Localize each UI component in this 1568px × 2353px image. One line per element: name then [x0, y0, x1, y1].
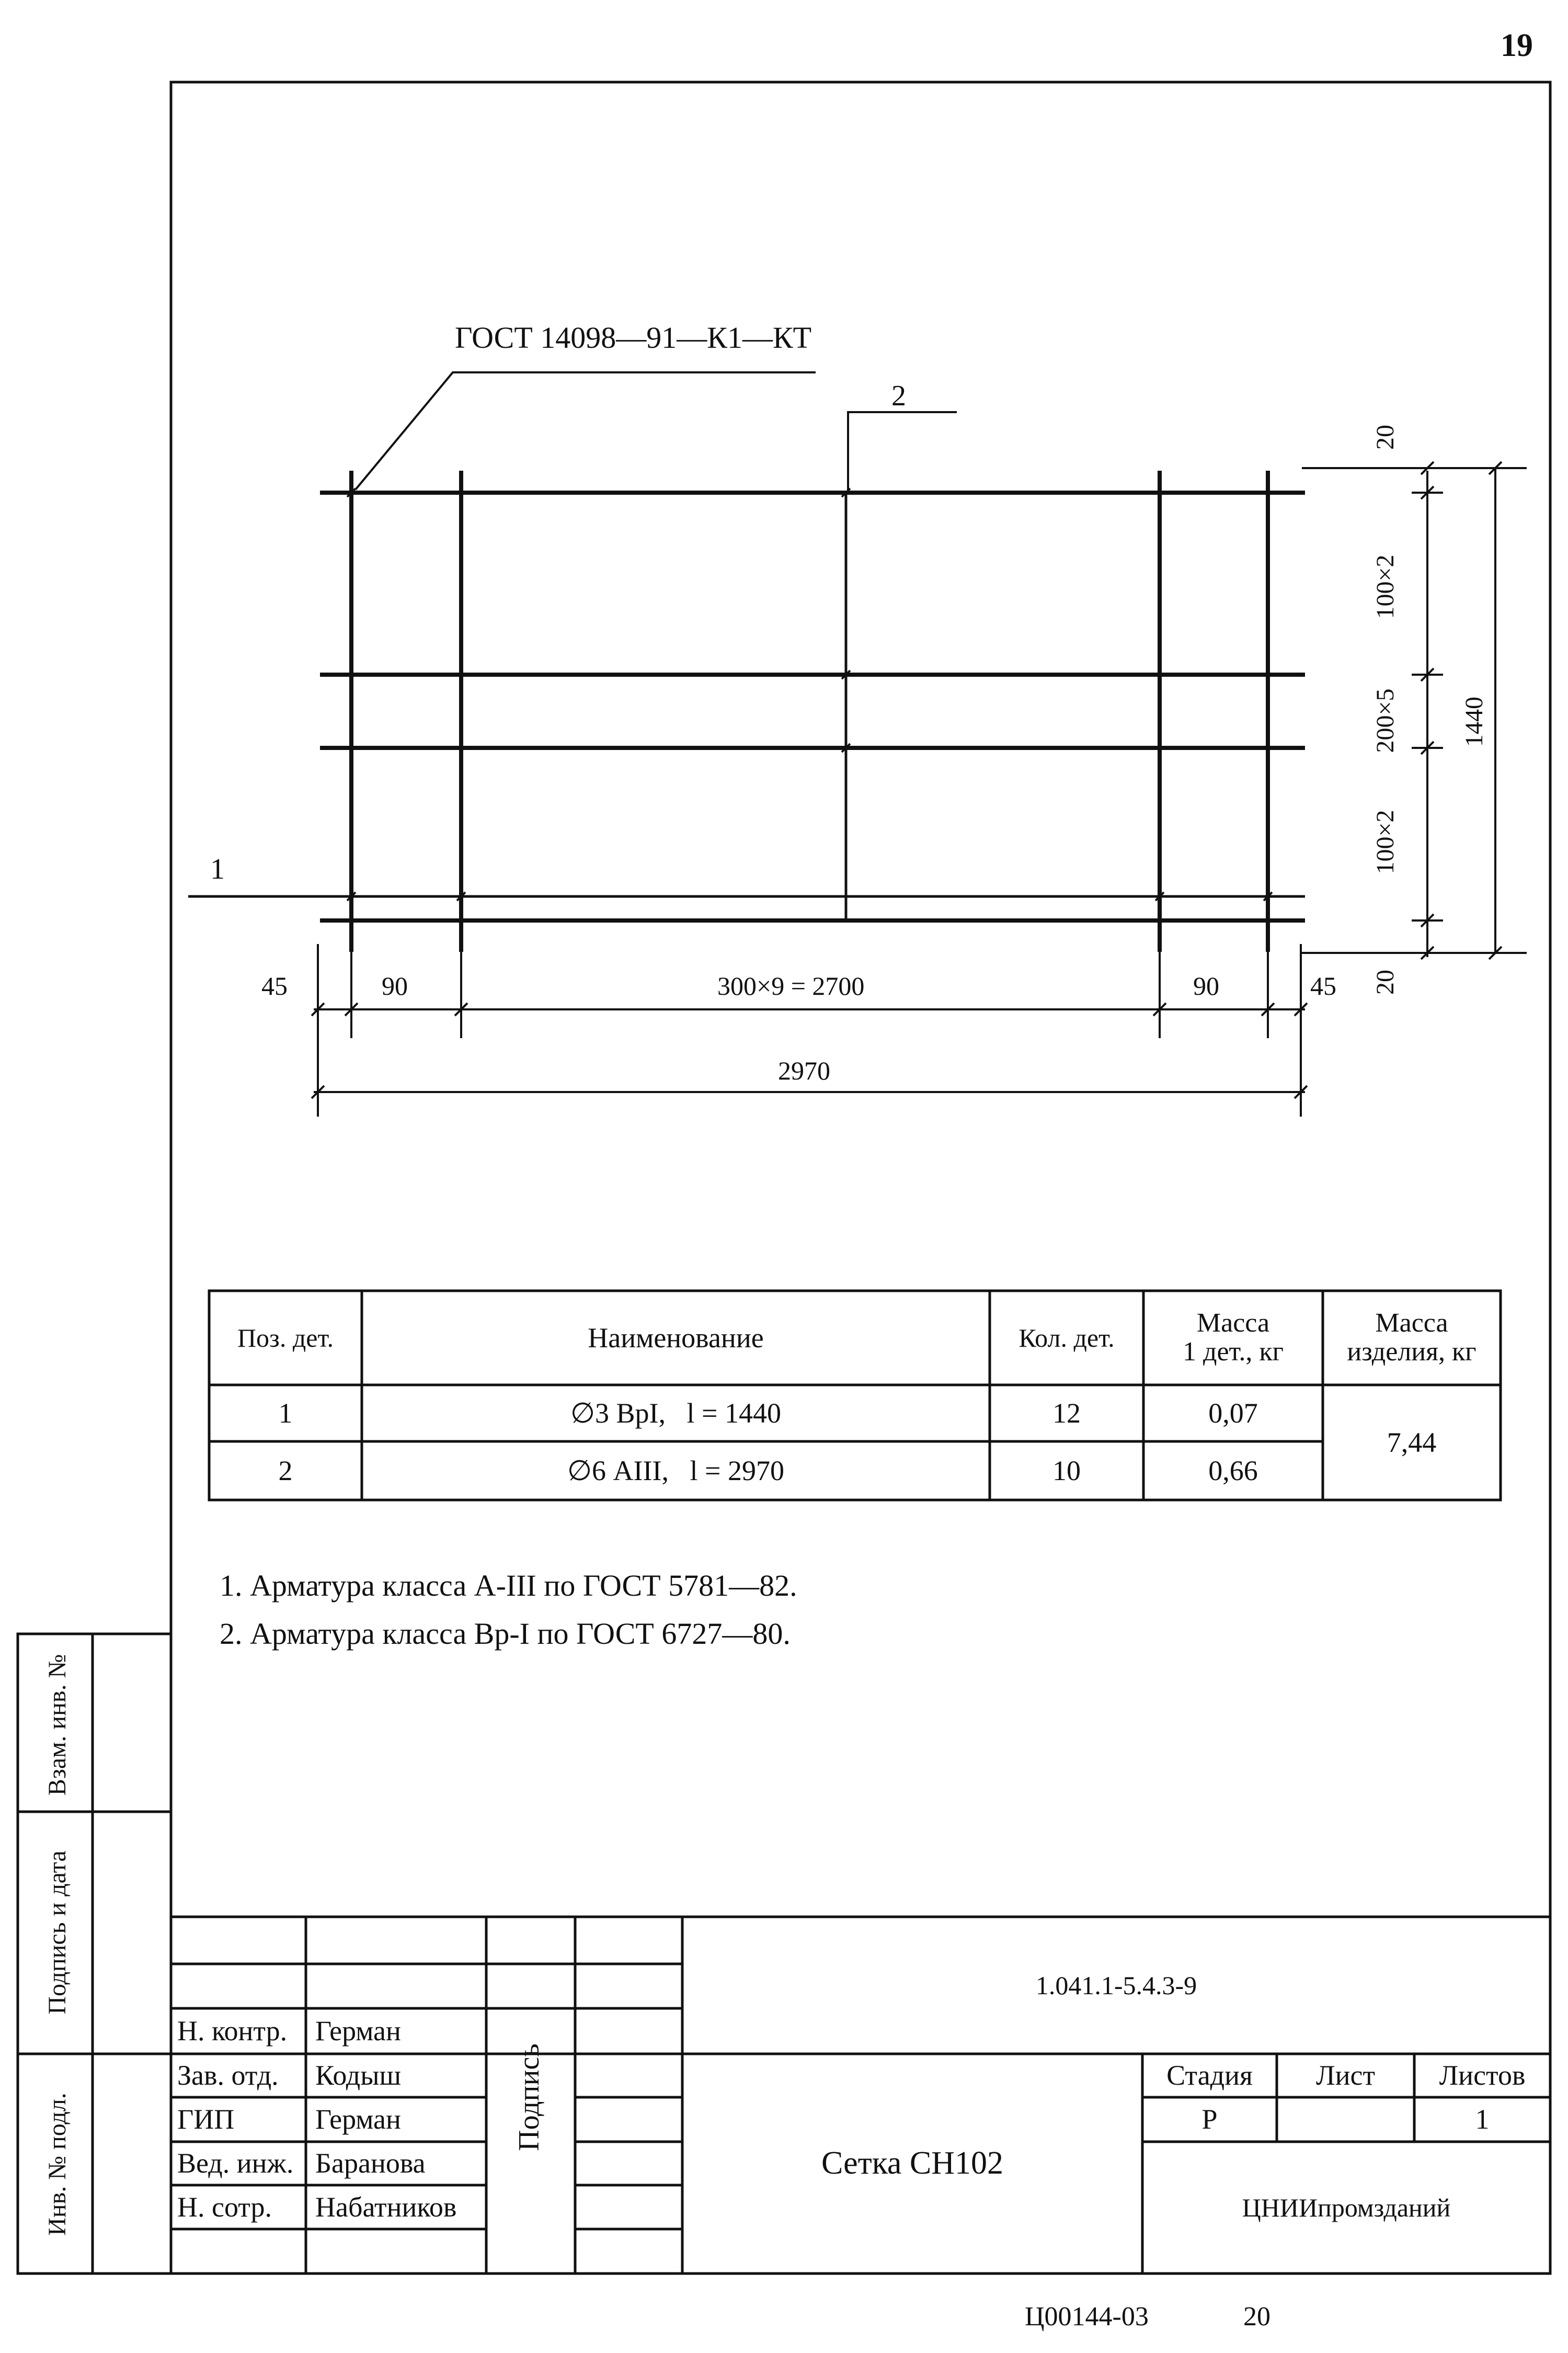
- sign-name-4: Баранова: [315, 2147, 426, 2179]
- sheets-value: 1: [1475, 2104, 1490, 2135]
- organization: ЦНИИпромзданий: [1242, 2192, 1451, 2222]
- sheets-label: Листов: [1439, 2060, 1526, 2091]
- spec-row2-qty: 10: [1052, 1454, 1081, 1486]
- page-number: 19: [1501, 28, 1533, 63]
- sign-role-1: Н. контр.: [177, 2015, 288, 2047]
- spec-row1-name: ∅3 ВрI, l = 1440: [570, 1397, 781, 1429]
- horizontal-dimension-chain: [312, 944, 1307, 1117]
- dim-total-width: 2970: [778, 1056, 830, 1085]
- sign-role-5: Н. сотр.: [177, 2191, 272, 2223]
- position-2-label: 2: [891, 380, 906, 412]
- spec-header-pos: Поз. дет.: [237, 1323, 334, 1352]
- sign-name-3: Герман: [315, 2104, 401, 2135]
- spec-row1-mass-one: 0,07: [1208, 1397, 1258, 1429]
- sign-name-1: Герман: [315, 2015, 401, 2047]
- sheet-label: Лист: [1315, 2060, 1376, 2091]
- pos2-leader: [848, 412, 957, 492]
- dim-h-45-right: 45: [1310, 971, 1336, 1001]
- spec-mass-total: 7,44: [1387, 1426, 1437, 1458]
- spec-row1-pos: 1: [278, 1397, 293, 1429]
- sign-role-4: Вед. инж.: [177, 2147, 294, 2179]
- footer-code: Ц00144-03: [1025, 2302, 1149, 2332]
- dim-h-45-left: 45: [261, 971, 288, 1001]
- sign-name-5: Набатников: [315, 2191, 457, 2223]
- footer-number: 20: [1243, 2302, 1271, 2332]
- spec-header-mass-total: Масса изделия, кг: [1347, 1308, 1477, 1367]
- spec-row1-qty: 12: [1052, 1397, 1081, 1429]
- spec-header-mass-one: Масса 1 дет., кг: [1183, 1308, 1284, 1367]
- mesh-longitudinal-bars: [320, 493, 1305, 920]
- mesh-transverse-bars: [351, 471, 1268, 952]
- dim-v-top-20: 20: [1371, 425, 1399, 450]
- stage-value: Р: [1201, 2104, 1218, 2135]
- signature-column-header: Подпись: [513, 2043, 545, 2151]
- weld-marks: [347, 488, 1272, 901]
- sign-role-2: Зав. отд.: [177, 2060, 279, 2091]
- side-stamp-vzam: Взам. инв. №: [43, 1654, 71, 1796]
- doc-code: 1.041.1-5.4.3-9: [1035, 1970, 1197, 2000]
- side-stamp-inv-podl: Инв. № подл.: [43, 2093, 71, 2236]
- sign-name-2: Кодыш: [315, 2060, 402, 2091]
- spec-row2-pos: 2: [278, 1454, 293, 1486]
- dim-h-2700: 300×9 = 2700: [717, 971, 865, 1001]
- stage-label: Стадия: [1166, 2060, 1253, 2091]
- spec-header-qty: Кол. дет.: [1018, 1323, 1115, 1352]
- dim-v-200x5: 200×5: [1371, 688, 1399, 753]
- side-stamp-podpis-data: Подпись и дата: [43, 1850, 71, 2015]
- vertical-dimension-chain: [1302, 462, 1527, 959]
- note-2: 2. Арматура класса Вр-I по ГОСТ 6727—80.: [220, 1617, 791, 1651]
- sign-role-3: ГИП: [177, 2104, 235, 2135]
- spec-row2-mass-one: 0,66: [1208, 1454, 1258, 1486]
- spec-row2-name: ∅6 АIII, l = 2970: [567, 1454, 784, 1486]
- spec-header-name: Наименование: [588, 1322, 764, 1354]
- weld-spec-label: ГОСТ 14098—91—К1—КТ: [455, 321, 812, 355]
- dim-h-90-left: 90: [382, 971, 408, 1001]
- sheet-value: [1277, 2097, 1414, 2142]
- weld-spec-leader: [356, 372, 816, 490]
- note-1: 1. Арматура класса А-III по ГОСТ 5781—82.: [220, 1568, 797, 1602]
- dim-v-100x2-top: 100×2: [1371, 554, 1399, 619]
- product-name: Сетка СН102: [821, 2145, 1004, 2181]
- position-1-label: 1: [210, 853, 225, 885]
- dim-v-100x2-bottom: 100×2: [1371, 810, 1399, 874]
- dim-v-bottom-20: 20: [1371, 970, 1399, 995]
- side-stamp-grid: [18, 1634, 171, 2274]
- dim-h-90-right: 90: [1193, 971, 1219, 1001]
- dim-total-height: 1440: [1460, 697, 1488, 747]
